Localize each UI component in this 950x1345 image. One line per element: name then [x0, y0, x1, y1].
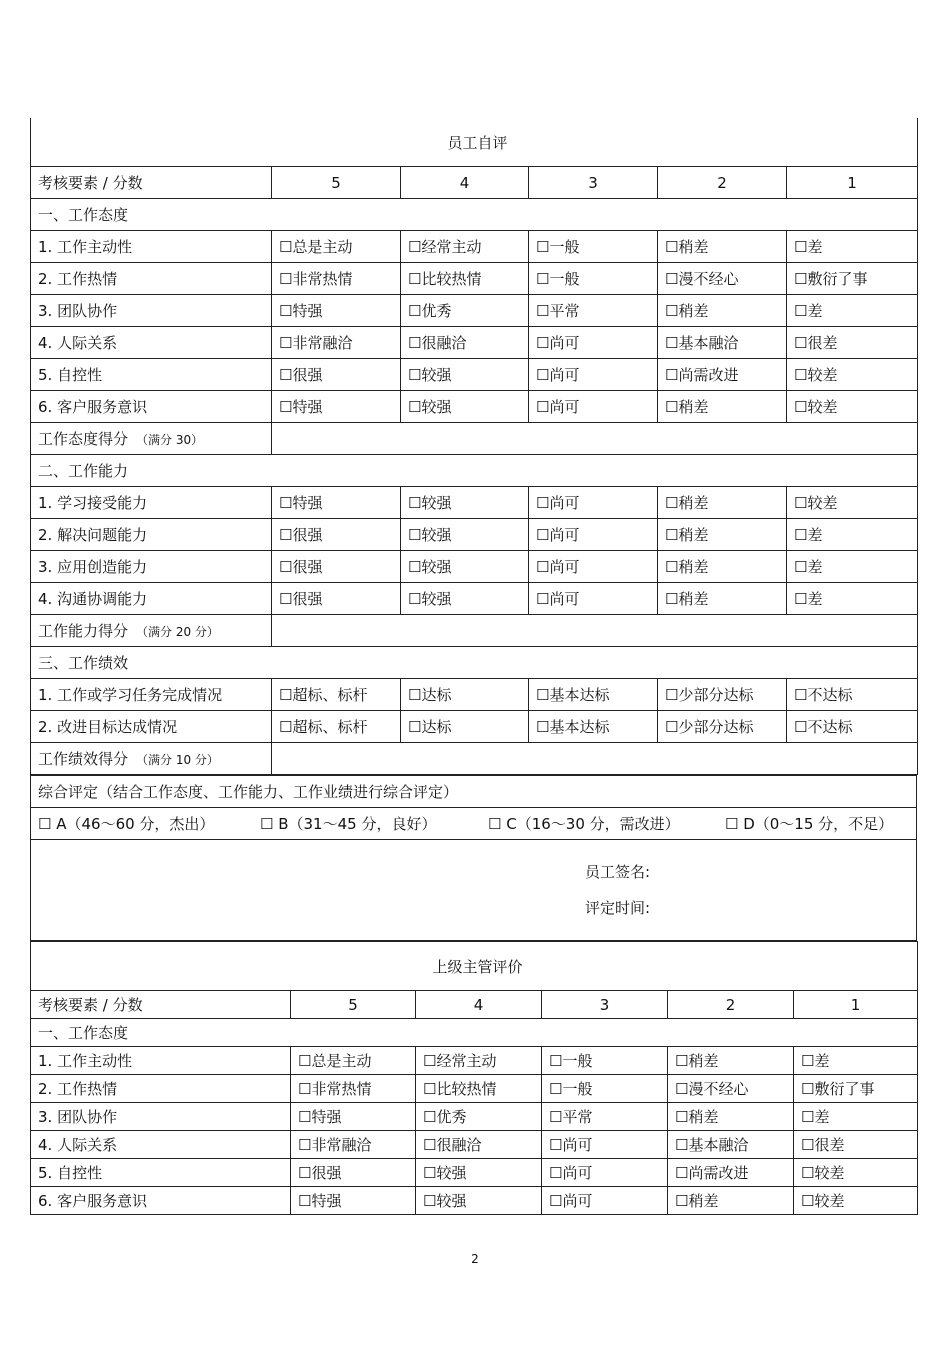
employee-signature-label: 员工签名:	[585, 863, 651, 881]
section-heading-row	[31, 647, 918, 679]
rating-option[interactable]: ☐不达标	[787, 711, 918, 743]
self-evaluation-title-row	[31, 118, 918, 167]
rating-option[interactable]: ☐稍差	[668, 1047, 794, 1075]
rating-option[interactable]: ☐基本达标	[529, 679, 658, 711]
rating-option[interactable]: ☐一般	[529, 263, 658, 295]
rating-option[interactable]: ☐不达标	[787, 679, 918, 711]
header-cell: 2	[668, 991, 794, 1019]
grade-option-c[interactable]: ☐ C（16～30 分，需改进）	[488, 815, 680, 833]
score-row	[31, 615, 918, 647]
rating-option[interactable]: ☐平常	[529, 295, 658, 327]
rating-option[interactable]: ☐差	[787, 551, 918, 583]
rating-option[interactable]: ☐尚可	[529, 487, 658, 519]
score-note: （满分 30）	[136, 433, 204, 447]
overall-label-row	[31, 776, 917, 808]
overall-label: 综合评定（结合工作态度、工作能力、工作业绩进行综合评定）	[31, 776, 917, 808]
rating-option[interactable]: ☐尚可	[542, 1131, 668, 1159]
header-cell: 考核要素 / 分数	[31, 167, 272, 199]
rating-option[interactable]: ☐基本融洽	[668, 1131, 794, 1159]
table-row	[31, 519, 918, 551]
rating-option[interactable]: ☐稍差	[658, 295, 787, 327]
evaluation-date-label: 评定时间:	[585, 899, 651, 917]
rating-option[interactable]: ☐优秀	[416, 1103, 542, 1131]
supervisor-evaluation-table	[30, 941, 918, 1215]
score-row	[31, 423, 918, 455]
header-cell: 考核要素 / 分数	[31, 991, 291, 1019]
rating-option[interactable]: ☐比较热情	[416, 1075, 542, 1103]
rating-option[interactable]: ☐优秀	[401, 295, 529, 327]
rating-option[interactable]: ☐达标	[401, 679, 529, 711]
rating-option[interactable]: ☐基本融洽	[658, 327, 787, 359]
rating-option[interactable]: ☐一般	[542, 1075, 668, 1103]
header-cell: 3	[529, 167, 658, 199]
rating-option[interactable]: ☐稍差	[658, 519, 787, 551]
rating-option[interactable]: ☐较差	[787, 359, 918, 391]
rating-option[interactable]: ☐非常热情	[272, 263, 401, 295]
rating-option[interactable]: ☐很强	[272, 583, 401, 615]
criterion-label: 4. 人际关系	[31, 327, 272, 359]
rating-option[interactable]: ☐很融洽	[401, 327, 529, 359]
criterion-label: 6. 客户服务意识	[31, 1187, 291, 1215]
rating-option[interactable]: ☐漫不经心	[658, 263, 787, 295]
criterion-label: 5. 自控性	[31, 359, 272, 391]
table-row	[31, 1159, 918, 1187]
rating-option[interactable]: ☐一般	[542, 1047, 668, 1075]
score-input-cell[interactable]	[272, 743, 918, 775]
rating-option[interactable]: ☐较差	[794, 1159, 918, 1187]
self-evaluation-table	[30, 118, 918, 775]
rating-option[interactable]: ☐少部分达标	[658, 679, 787, 711]
rating-option[interactable]: ☐稍差	[658, 231, 787, 263]
rating-option[interactable]: ☐尚需改进	[658, 359, 787, 391]
criterion-label: 4. 人际关系	[31, 1131, 291, 1159]
table-row	[31, 679, 918, 711]
criterion-label: 4. 沟通协调能力	[31, 583, 272, 615]
header-cell: 5	[272, 167, 401, 199]
criterion-label: 3. 应用创造能力	[31, 551, 272, 583]
criterion-label: 2. 工作热情	[31, 263, 272, 295]
table-row	[31, 551, 918, 583]
table-row	[31, 1075, 918, 1103]
rating-option[interactable]: ☐差	[794, 1103, 918, 1131]
rating-option[interactable]: ☐较强	[401, 519, 529, 551]
rating-option[interactable]: ☐稍差	[658, 551, 787, 583]
rating-option[interactable]: ☐超标、标杆	[272, 711, 401, 743]
table-row	[31, 295, 918, 327]
rating-option[interactable]: ☐较差	[787, 391, 918, 423]
rating-option[interactable]: ☐较强	[401, 487, 529, 519]
rating-option[interactable]: ☐特强	[291, 1103, 416, 1131]
header-cell: 5	[291, 991, 416, 1019]
criterion-label: 2. 工作热情	[31, 1075, 291, 1103]
rating-option[interactable]: ☐较强	[416, 1187, 542, 1215]
score-input-cell[interactable]	[272, 615, 918, 647]
table-row	[31, 327, 918, 359]
evaluation-form	[30, 118, 917, 1215]
criterion-label: 1. 工作或学习任务完成情况	[31, 679, 272, 711]
table-row	[31, 1047, 918, 1075]
table-row	[31, 391, 918, 423]
section-heading: 三、工作绩效	[31, 647, 918, 679]
rating-option[interactable]: ☐差	[794, 1047, 918, 1075]
rating-option[interactable]: ☐尚可	[542, 1159, 668, 1187]
rating-option[interactable]: ☐很强	[272, 519, 401, 551]
rating-option[interactable]: ☐稍差	[658, 391, 787, 423]
rating-option[interactable]: ☐基本达标	[529, 711, 658, 743]
section-heading: 二、工作能力	[31, 455, 918, 487]
rating-option[interactable]: ☐尚可	[529, 327, 658, 359]
table-row	[31, 711, 918, 743]
rating-option[interactable]: ☐总是主动	[272, 231, 401, 263]
self-header-row	[31, 167, 918, 199]
rating-option[interactable]: ☐总是主动	[291, 1047, 416, 1075]
rating-option[interactable]: ☐特强	[291, 1187, 416, 1215]
rating-option[interactable]: ☐很差	[787, 327, 918, 359]
score-input-cell[interactable]	[272, 423, 918, 455]
criterion-label: 1. 工作主动性	[31, 231, 272, 263]
rating-option[interactable]: ☐很融洽	[416, 1131, 542, 1159]
header-cell: 4	[401, 167, 529, 199]
supervisor-section-heading-row	[31, 1019, 918, 1047]
self-overall-table	[30, 775, 917, 941]
rating-option[interactable]: ☐尚可	[529, 359, 658, 391]
rating-option[interactable]: ☐达标	[401, 711, 529, 743]
rating-option[interactable]: ☐较差	[787, 487, 918, 519]
supervisor-evaluation-title-row	[31, 942, 918, 991]
table-row	[31, 1187, 918, 1215]
table-row	[31, 263, 918, 295]
rating-option[interactable]: ☐敷衍了事	[787, 263, 918, 295]
rating-option[interactable]: ☐少部分达标	[658, 711, 787, 743]
rating-option[interactable]: ☐非常融洽	[291, 1131, 416, 1159]
rating-option[interactable]: ☐经常主动	[401, 231, 529, 263]
rating-option[interactable]: ☐尚可	[529, 391, 658, 423]
table-row	[31, 1103, 918, 1131]
criterion-label: 2. 解决问题能力	[31, 519, 272, 551]
rating-option[interactable]: ☐差	[787, 519, 918, 551]
rating-option[interactable]: ☐经常主动	[416, 1047, 542, 1075]
rating-option[interactable]: ☐稍差	[668, 1103, 794, 1131]
rating-option[interactable]: ☐差	[787, 583, 918, 615]
rating-option[interactable]: ☐较差	[794, 1187, 918, 1215]
signature-row	[31, 840, 917, 941]
table-row	[31, 487, 918, 519]
rating-option[interactable]: ☐特强	[272, 391, 401, 423]
header-cell: 1	[787, 167, 918, 199]
rating-option[interactable]: ☐平常	[542, 1103, 668, 1131]
rating-option[interactable]: ☐较强	[401, 359, 529, 391]
header-cell: 4	[416, 991, 542, 1019]
page-number: 2	[471, 1252, 479, 1266]
table-row	[31, 359, 918, 391]
section-heading-row	[31, 455, 918, 487]
supervisor-evaluation-title: 上级主管评价	[31, 942, 918, 991]
rating-option[interactable]: ☐较强	[401, 551, 529, 583]
rating-option[interactable]: ☐较强	[401, 583, 529, 615]
rating-option[interactable]: ☐尚可	[529, 519, 658, 551]
rating-option[interactable]: ☐较强	[416, 1159, 542, 1187]
criterion-label: 5. 自控性	[31, 1159, 291, 1187]
rating-option[interactable]: ☐敷衍了事	[794, 1075, 918, 1103]
score-note: （满分 20 分）	[136, 625, 219, 639]
score-note: （满分 10 分）	[136, 753, 219, 767]
rating-option[interactable]: ☐尚可	[529, 583, 658, 615]
grade-option-d[interactable]: ☐ D（0～15 分，不足）	[725, 815, 894, 833]
rating-option[interactable]: ☐稍差	[658, 583, 787, 615]
section-heading: 一、工作态度	[31, 1019, 918, 1047]
table-row	[31, 1131, 918, 1159]
rating-option[interactable]: ☐超标、标杆	[272, 679, 401, 711]
table-row	[31, 583, 918, 615]
rating-option[interactable]: ☐很强	[272, 551, 401, 583]
rating-option[interactable]: ☐尚可	[542, 1187, 668, 1215]
rating-option[interactable]: ☐很强	[291, 1159, 416, 1187]
rating-option[interactable]: ☐漫不经心	[668, 1075, 794, 1103]
score-row	[31, 743, 918, 775]
rating-option[interactable]: ☐稍差	[658, 487, 787, 519]
criterion-label: 3. 团队协作	[31, 295, 272, 327]
self-evaluation-title: 员工自评	[31, 118, 918, 167]
criterion-label: 2. 改进目标达成情况	[31, 711, 272, 743]
rating-option[interactable]: ☐较强	[401, 391, 529, 423]
section-heading-row	[31, 199, 918, 231]
grade-option-a[interactable]: ☐ A（46～60 分，杰出）	[38, 815, 215, 833]
criterion-label: 6. 客户服务意识	[31, 391, 272, 423]
rating-option[interactable]: ☐非常融洽	[272, 327, 401, 359]
grade-option-b[interactable]: ☐ B（31～45 分，良好）	[260, 815, 437, 833]
header-cell: 3	[542, 991, 668, 1019]
rating-option[interactable]: ☐比较热情	[401, 263, 529, 295]
section-heading: 一、工作态度	[31, 199, 918, 231]
grade-row	[31, 808, 917, 840]
rating-option[interactable]: ☐尚需改进	[668, 1159, 794, 1187]
rating-option[interactable]: ☐特强	[272, 295, 401, 327]
score-label: 工作绩效得分	[38, 750, 129, 768]
criterion-label: 3. 团队协作	[31, 1103, 291, 1131]
rating-option[interactable]: ☐一般	[529, 231, 658, 263]
rating-option[interactable]: ☐很强	[272, 359, 401, 391]
table-row	[31, 231, 918, 263]
supervisor-header-row	[31, 991, 918, 1019]
rating-option[interactable]: ☐特强	[272, 487, 401, 519]
criterion-label: 1. 工作主动性	[31, 1047, 291, 1075]
rating-option[interactable]: ☐差	[787, 231, 918, 263]
header-cell: 2	[658, 167, 787, 199]
criterion-label: 1. 学习接受能力	[31, 487, 272, 519]
header-cell: 1	[794, 991, 918, 1019]
rating-option[interactable]: ☐稍差	[668, 1187, 794, 1215]
score-label: 工作态度得分	[38, 430, 129, 448]
rating-option[interactable]: ☐非常热情	[291, 1075, 416, 1103]
rating-option[interactable]: ☐很差	[794, 1131, 918, 1159]
score-label: 工作能力得分	[38, 622, 129, 640]
rating-option[interactable]: ☐差	[787, 295, 918, 327]
rating-option[interactable]: ☐尚可	[529, 551, 658, 583]
